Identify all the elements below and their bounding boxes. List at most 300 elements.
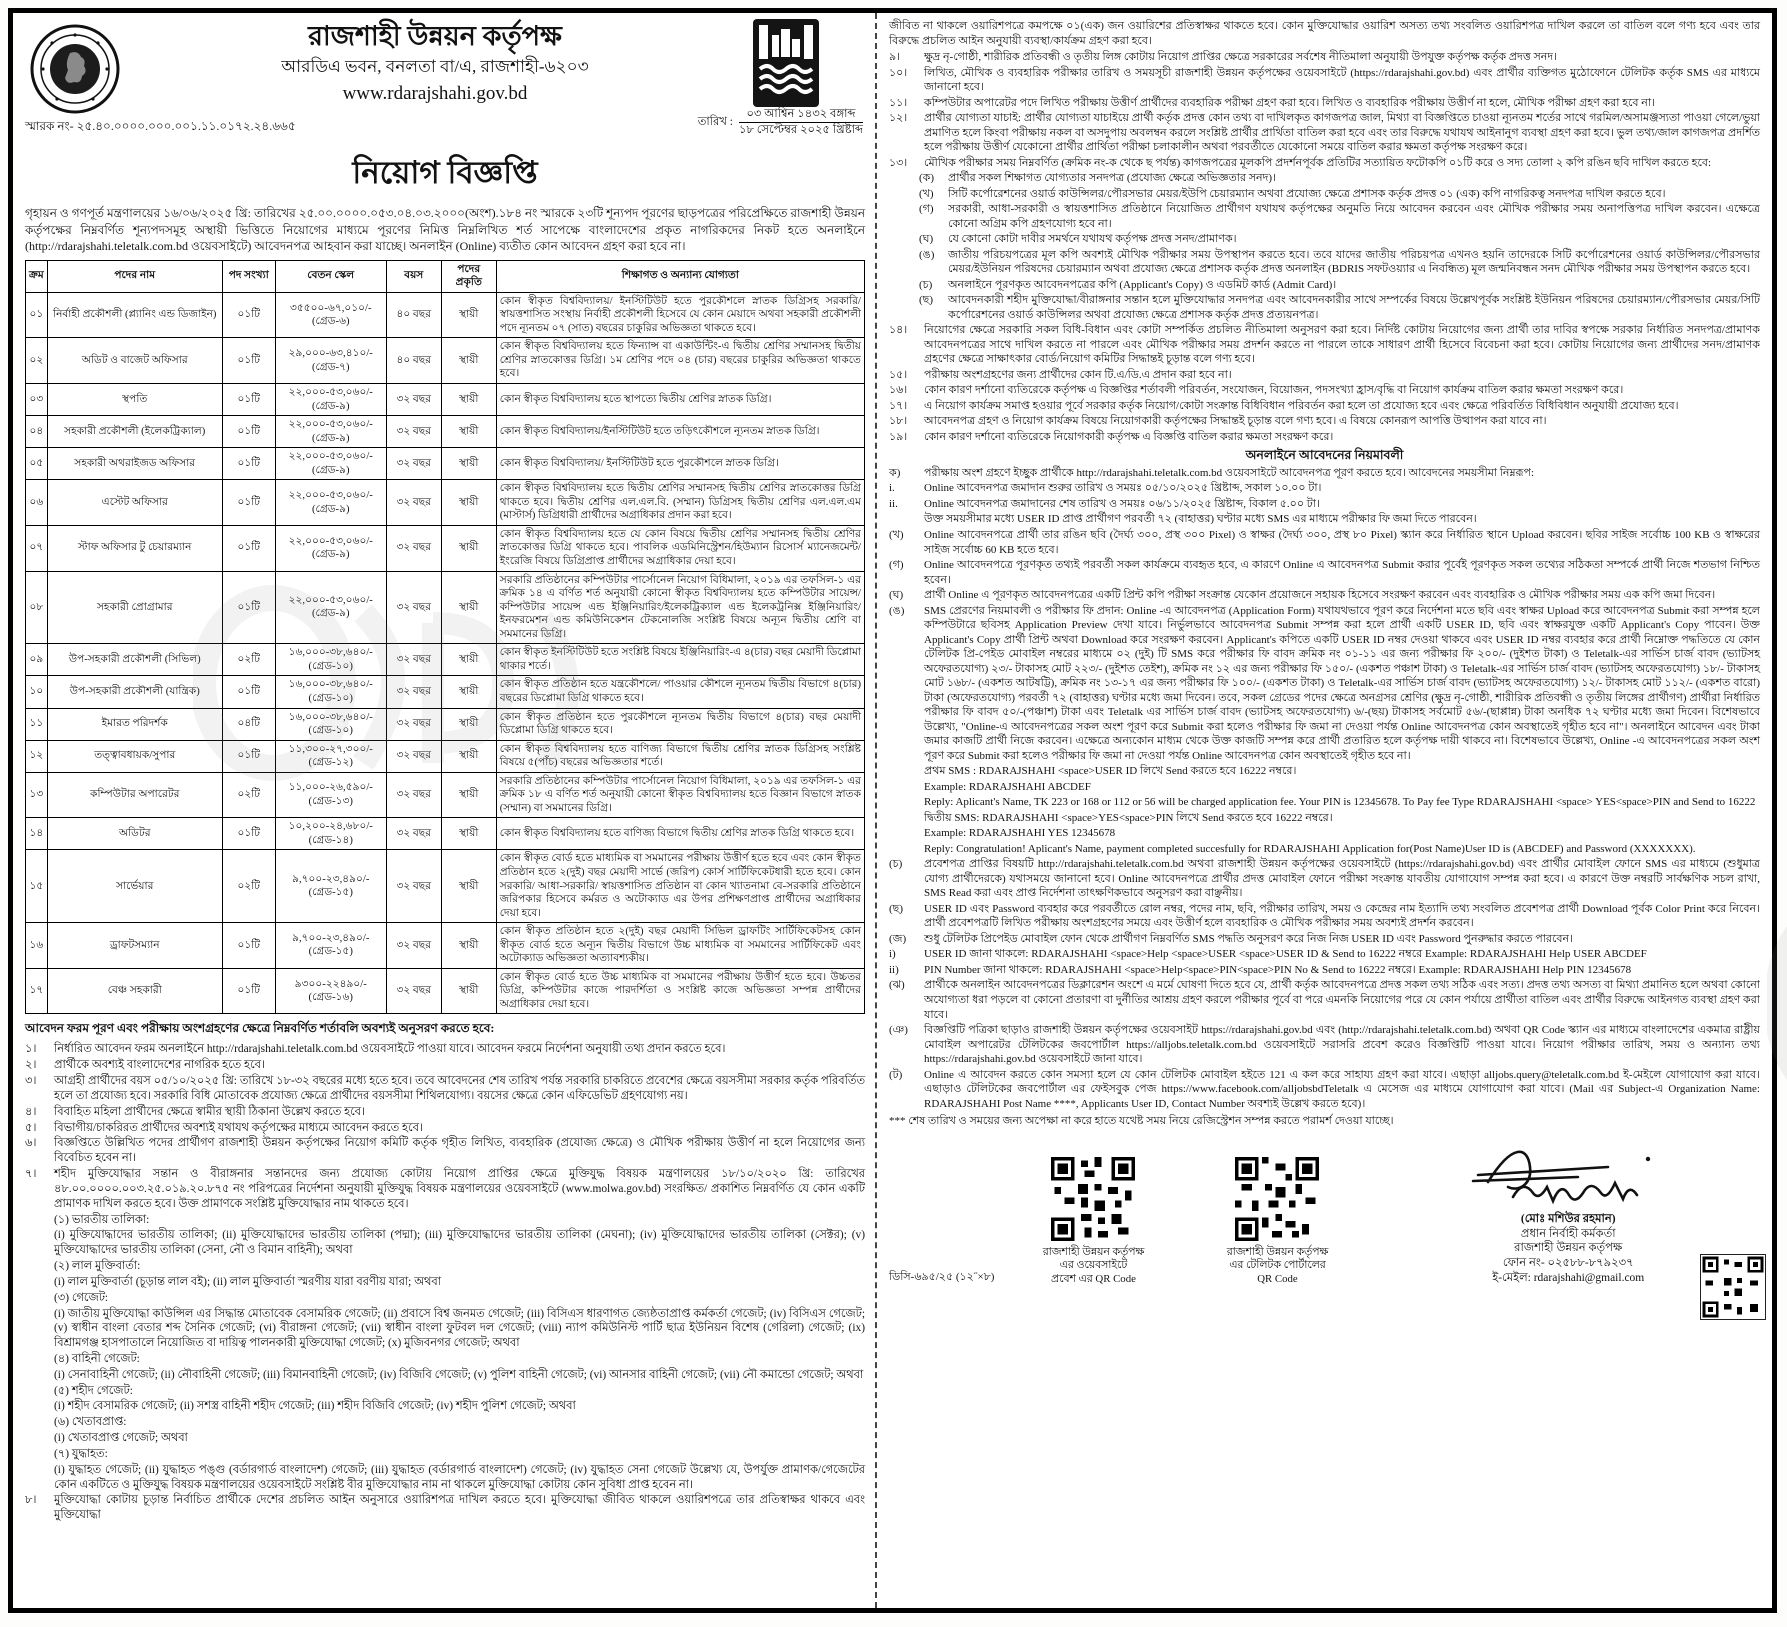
cell-qualification: কোন স্বীকৃত বিশ্ববিদ্যালয় হতে বাণিজ্য বিভাগে দ্বিতীয় শ্রেণির স্নাতক ডিগ্রি থাকতে হবে। <box>496 818 864 850</box>
condition-item <box>889 156 1760 171</box>
condition-item <box>25 1307 865 1351</box>
cell-serial: ১০ <box>26 676 48 708</box>
cell-pay-scale: ২২,০০০-৫৩,০৬০/- (গ্রেড-৯) <box>275 448 386 480</box>
instruction-text: দ্বিতীয় SMS: RDARAJSHAHI <space>YES<space>PIN লিখে Send করতে হবে 16222 নম্বরে। <box>924 811 1333 824</box>
instruction-number: ii) <box>889 963 899 976</box>
instruction-text: প্রার্থী Online এ পূরণকৃত আবেদনপত্রের একটি প্রিন্ট কপি পরীক্ষা সংক্রান্ত যেকোন প্রয়োজনে সহায়ক হিসেবে সংরক্ষণ করবেন এবং ব্যবহারিক ও মৌখিক পরীক্ষার সময় এক কপি জমা দিবেন। <box>924 589 1716 602</box>
cell-pay-scale: ২২,০০০-৫৩,০৬০/- (গ্রেড-৯) <box>275 384 386 416</box>
cell-age: ৩২ বছর <box>386 571 441 644</box>
checklist-letter: (গ) <box>919 203 934 216</box>
cell-age: ৩২ বছর <box>386 818 441 850</box>
condition-text: (i) যুদ্ধাহত গেজেট; (ii) যুদ্ধাহত পঙ্গু (বর্ডারগার্ড বাংলাদেশ) গেজেট; (iii) যুদ্ধাহত (বর্ডারগার্ড বাংলাদেশ) গেজেট; (iv) যুদ্ধাহত সেনা গেজেট উল্লেখ্য যে, উপর্যুক্ত প্রামাণক/গেজেটের কোন একটিতে ও মুক্তিযুদ্ধ বিষয়ক মন্ত্রণালয়ের ওয়েবসাইটে সংশ্লিষ্ট বীর মুক্তিযোদ্ধার নাম না থাকলে মুক্তিযোদ্ধা কোটায় কোন সুবিধা প্রাপ্ত হবেন না। <box>54 1463 865 1491</box>
condition-text: বিজ্ঞপ্তিতে উল্লিখিত পদের প্রার্থীগণ রাজশাহী উন্নয়ন কর্তৃপক্ষের নিয়োগ কমিটি কর্তৃক গৃহীত লিখিত, ব্যবহারিক (প্রযোজ্য ক্ষেত্রে) ও মৌখিক পরীক্ষায় উত্তীর্ণ না হলে নিয়োগের জন্য বিবেচিত হবেন না। <box>54 1137 865 1165</box>
cell-post-count: ০১টি <box>222 740 275 772</box>
cell-serial: ০২ <box>26 338 48 384</box>
condition-number <box>25 1275 49 1290</box>
cell-age: ৩২ বছর <box>386 448 441 480</box>
condition-number <box>25 1415 49 1430</box>
org-name: রাজশাহী উন্নয়ন কর্তৃপক্ষ <box>308 21 562 51</box>
qr-teletalk-block <box>1192 1157 1362 1286</box>
cell-post-count: ০১টি <box>222 338 275 384</box>
checklist-letter: (ছ) <box>919 294 933 307</box>
cell-qualification: কোন স্বীকৃত বিশ্ববিদ্যালয় হতে ফিন্যান্স বা একাউন্টিং-এ দ্বিতীয় শ্রেণির সম্মানসহ দ্বিতীয় শ্রেণির স্নাতকোত্তর ডিগ্রি। ১ম শ্রেণির পদে ০৪ (চার) বছরের চাকুরির অভিজ্ঞতা থাকতে হবে। <box>496 338 864 384</box>
instruction-number <box>889 842 919 857</box>
condition-number: ৮। <box>25 1494 37 1507</box>
signatory-title: প্রধান নির্বাহী কর্মকর্তা <box>1520 1227 1616 1240</box>
condition-number: ১২। <box>889 112 908 125</box>
condition-number <box>25 1399 49 1414</box>
condition-text: মৌখিক পরীক্ষার সময় নিম্নবর্ণিত (ক্রমিক নং-ক থেকে ছ পর্যন্ত) কাগজপত্রের মূলকপি প্রদর্শনপূর্বক প্রতিটির সত্যায়িত ফটোকপি ০১টি করে ও সদ্য তোলা ২ কপি রঙিন ছবি দাখিল করতে হবে: <box>924 156 1712 169</box>
col-post-count: পদ সংখ্যা <box>222 260 275 292</box>
instruction-text: উক্ত সময়সীমার মধ্যে USER ID প্রাপ্ত প্রার্থীগণ পরবর্তী ৭২ (বাহাত্তর) ঘণ্টার মধ্যে SMS এর মাধ্যমে পরীক্ষার ফি জমা দিতে পারবেন। <box>924 513 1477 526</box>
cell-post-count: ০৪টি <box>222 708 275 740</box>
condition-text: (i) লাল মুক্তিবার্তা (চূড়ান্ত লাল বই); (ii) লাল মুক্তিবার্তা স্মরণীয় যারা বরণীয় যারা; অথবা <box>54 1275 442 1288</box>
cell-pay-scale: ২২,০০০-৫৩,০৬০/- (গ্রেড-৯) <box>275 416 386 448</box>
cell-serial: ০১ <box>26 292 48 338</box>
condition-number: ৪। <box>25 1105 37 1118</box>
qr-caption: রাজশাহী উন্নয়ন কর্তৃপক্ষ <box>1226 1245 1329 1258</box>
cell-post-count: ০১টি <box>222 448 275 480</box>
condition-text: কোন কারণ দর্শানো ব্যতিরেকে নিয়োগকারী কর্তৃপক্ষ এ বিজ্ঞপ্তি বাতিল করার ক্ষমতা সংরক্ষণ করে। <box>924 430 1334 443</box>
cell-pay-scale: ৯,৭০০-২৩,৪৯০/- (গ্রেড-১৫) <box>275 850 386 923</box>
checklist-item <box>889 187 1760 202</box>
document-checklist <box>889 171 1760 322</box>
condition-number <box>25 1431 49 1446</box>
cell-nature: স্থায়ী <box>441 384 496 416</box>
instruction-number: (খ) <box>889 529 904 541</box>
condition-item <box>25 1105 865 1120</box>
instruction-item <box>889 947 1760 962</box>
instruction-item <box>889 932 1760 947</box>
table-row <box>26 740 865 772</box>
condition-item <box>25 1058 865 1073</box>
cell-nature: স্থায়ী <box>441 480 496 526</box>
cell-qualification: কোন স্বীকৃত প্রতিষ্ঠান হতে ২(দুই) বছর মেয়াদী সিভিল ড্রাফটিং সার্টিফিকেটসহ কোন স্বীকৃত বোর্ড হতে অন্যূন দ্বিতীয় বিভাগে উচ্চ মাধ্যমিক বা সমমানের সার্টিফিকেট এবং অটোক্যাড অভিজ্ঞতা অত্যাবশ্যকীয়। <box>496 923 864 969</box>
condition-number: ১৭। <box>889 399 908 412</box>
checklist-text: সরকারী, আধা-সরকারী ও স্বায়ত্তশাসিত প্রতিষ্ঠানে নিয়োজিত প্রার্থীগণ যথাযথ কর্তৃপক্ষের অনুমতি নিয়ে আবেদন করবেন এবং মৌখিক পরীক্ষার সময় অনাপত্তিপত্র দাখিল করবেন। এক্ষেত্রে কোনো অগ্রিম কপি গ্রহণযোগ্য হবে না। <box>948 203 1760 230</box>
condition-number: ১৪। <box>889 324 908 337</box>
condition-number: ১০। <box>889 66 908 79</box>
qr-caption: এর ওয়েবসাইটে <box>1059 1259 1128 1272</box>
right-column <box>875 13 1772 1608</box>
instruction-number: ii. <box>889 497 898 510</box>
condition-item <box>889 399 1760 414</box>
checklist-letter: (ঙ) <box>919 248 935 261</box>
instruction-number: (ছ) <box>889 902 903 915</box>
condition-item <box>25 1074 865 1104</box>
cell-post-name: স্টাফ অফিসার টু চেয়ারম্যান <box>47 525 222 571</box>
condition-item <box>25 1463 865 1493</box>
checklist-text: যে কোনো কোটা দাবীর সমর্থনে যথাযথ কর্তৃপক্ষ প্রদত্ত সনদ/প্রামাণক। <box>948 233 1237 246</box>
condition-number: ৩। <box>25 1075 37 1088</box>
condition-text: শহীদ মুক্তিযোদ্ধার সন্তান ও বীরাঙ্গনার সন্তানদের জন্য প্রযোজ্য কোটায় নিয়োগ প্রাপ্তির ক্ষেত্রে মুক্তিযুদ্ধ বিষয়ক মন্ত্রণালয়ের ১৮/১০/২০২০ খ্রি: তারিখের ৪৮.০০.০০০০.০০৩.২৫.০১৯.২০.৮৭৫ নং পরিপত্রের নির্দেশনা অনুযায়ী মুক্তিযুদ্ধ বিষয়ক মন্ত্রণালয়ের ওয়েবসাইটে (www.molwa.gov.bd) সংরক্ষিত/ প্রকাশিত নিম্নবর্ণিত যে কোন একটি প্রামাণক দাখিল করতে হবে। উক্ত প্রামাণকে সংশ্লিষ্ট মুক্তিযোদ্ধার নাম থাকতে হবে। <box>54 1168 865 1210</box>
cell-post-count: ০১টি <box>222 525 275 571</box>
instruction-text: USER ID জানা থাকলে: RDARAJSHAHI <space>Help <space>USER <space>USER ID & Send to 16222 নম্বরে Example: RDARAJSHAHI Help USER ABCDEF <box>924 948 1647 961</box>
cell-nature: স্থায়ী <box>441 571 496 644</box>
checklist-text: জাতীয় পরিচয়পত্রের মূল কপি অবশ্যই মৌখিক পরীক্ষার সময় উপস্থাপন করতে হবে। তবে যাদের জাতীয় পরিচয়পত্র এখনও হয়নি তাদেরকে সিটি কর্পোরেশনের ওয়ার্ড কাউন্সিলর/পৌরসভার মেয়র/ইউনিয়ন পরিষদের চেয়ারম্যান অথবা প্রযোজ্য ক্ষেত্রে প্রশাসক কর্তৃক প্রদত্ত অনলাইন (BDRIS সফটওয়্যার এ নিবন্ধিত) মূল জন্মনিবন্ধন সনদ মৌখিক পরীক্ষার সময় উপস্থাপন করতে হবে। <box>948 248 1760 276</box>
date-bangla: ০৩ আশ্বিন ১৪৩২ বঙ্গাব্দ <box>739 107 863 123</box>
government-seal-icon <box>29 23 121 115</box>
instruction-number: (চ) <box>889 858 903 871</box>
cell-serial: ০৬ <box>26 480 48 526</box>
cell-post-name: সহকারী প্রোগ্রামার <box>47 571 222 644</box>
cell-post-count: ০২টি <box>222 644 275 676</box>
cell-age: ৪০ বছর <box>386 338 441 384</box>
cell-post-name: উপ-সহকারী প্রকৌশলী (যান্ত্রিক) <box>47 676 222 708</box>
cell-pay-scale: ২২,০০০-৫৩,০৬০/- (গ্রেড-৯) <box>275 571 386 644</box>
continuation-paragraph: জীবিত না থাকলে ওয়ারিশপত্রে কমপক্ষে ০১(এক) জন ওয়ারিশের প্রতিস্বাক্ষর থাকতে হবে। কোন মুক্তিযোদ্ধার ওয়ারিশ অসত্য তথ্য সংবলিত ওয়ারিশপত্র দাখিল করলে তা বাতিল বলে গণ্য হবে এবং তার বিরুদ্ধে প্রচলিত আইন অনুযায়ী ব্যবস্থা/কার্যক্রম গ্রহণ করা হবে। <box>889 20 1760 47</box>
condition-text: (i) খেতাবপ্রাপ্ত গেজেট; অথবা <box>54 1432 188 1445</box>
checklist-item <box>889 202 1760 231</box>
cell-qualification: কোন স্বীকৃত বিশ্ববিদ্যালয় হতে দ্বিতীয় শ্রেণির সম্মানসহ দ্বিতীয় শ্রেণির স্নাতকোত্তর ডিগ্রি থাকতে হবে। দ্বিতীয় শ্রেণির এল.এল.বি. (সম্মান) ডিগ্রিসহ দ্বিতীয় শ্রেণির এল.এল.এম (মাস্টার্স) ডিগ্রিধারী প্রার্থীদের অগ্রাধিকার প্রদান করা হবে। <box>496 480 864 526</box>
cell-post-count: ০১টি <box>222 676 275 708</box>
condition-text: (i) জাতীয় মুক্তিযোদ্ধা কাউন্সিল এর সিদ্ধান্ত মোতাবেক বেসামরিক গেজেট; (ii) প্রবাসে বিশ্ব জনমত গেজেট; (iii) বিসিএস ধারণাগত জ্যেষ্ঠতাপ্রাপ্ত কর্মকর্তা গেজেট; (iv) বিসিএস গেজেট; (v) স্বাধীন বাংলা বেতার শব্দ সৈনিক গেজেট; (vi) বীরাঙ্গনা গেজেট; (vii) স্বাধীন বাংলা ফুটবল দল গেজেট; (viii) ন্যাপ কমিউনিস্ট পার্টি ছাত্র ইউনিয়ন বিশেষ (গেরিলা) গেজেট; (ix) বিশ্রামগঞ্জ হাসপাতালে নিয়োজিত বা দায়িত্ব পালনকারী মুক্তিযোদ্ধা গেজেট; (x) মুজিবনগর গেজেট; অথবা <box>54 1307 865 1350</box>
cell-post-name: নির্বাহী প্রকৌশলী (প্ল্যানিং এন্ড ডিজাইন) <box>47 292 222 338</box>
condition-number: ১১। <box>889 96 908 109</box>
condition-number <box>25 1213 49 1228</box>
cell-serial: ১৬ <box>26 923 48 969</box>
condition-number <box>25 1463 49 1493</box>
cell-qualification: কোন স্বীকৃত বিশ্ববিদ্যালয় হতে বাণিজ্য বিভাগে দ্বিতীয় শ্রেণির স্নাতক ডিগ্রিসহ সংশ্লিষ্ট বিষয়ে ৫(পাঁচ) বছরের অভিজ্ঞতার শর্তে। <box>496 740 864 772</box>
cell-post-count: ০১টি <box>222 416 275 448</box>
cell-serial: ১৩ <box>26 772 48 818</box>
table-row <box>26 850 865 923</box>
condition-item <box>889 66 1760 95</box>
cell-pay-scale: ১৬,০০০-৩৮,৬৪০/- (গ্রেড-১০) <box>275 676 386 708</box>
condition-item <box>25 1368 865 1383</box>
table-row <box>26 416 865 448</box>
condition-item <box>25 1415 865 1430</box>
cell-post-name: সার্ভেয়ার <box>47 850 222 923</box>
cell-serial: ১৭ <box>26 968 48 1014</box>
instruction-item <box>889 842 1760 857</box>
instruction-number: (ঘ) <box>889 589 904 602</box>
instruction-item <box>889 528 1760 557</box>
instruction-number: (ট) <box>889 1068 903 1081</box>
online-application-heading: অনলাইনে আবেদনের নিয়মাবলী <box>1245 448 1404 463</box>
condition-number: ১৮। <box>889 415 908 428</box>
condition-text: আবেদনপত্র গ্রহণ ও নিয়োগ কার্যক্রম বিষয়ে নিয়োগকারী কর্তৃপক্ষের সিদ্ধান্তই চূড়ান্ত বলে গণ্য হবে। এ বিষয়ে কোনরূপ আপত্তি উত্থাপন করা যাবে না। <box>924 415 1547 428</box>
condition-number: ৫। <box>25 1121 37 1134</box>
condition-item <box>25 1275 865 1290</box>
qr-website-block <box>1008 1157 1178 1286</box>
condition-text: মুক্তিযোদ্ধা কোটায় চূড়ান্ত নির্বাচিত প্রার্থীকে দেশের প্রচলিত আইন অনুসারে ওয়ারিশপত্র দাখিল করতে হবে। মুক্তিযোদ্ধা জীবিত থাকলে ওয়ারিশপত্রে তার প্রতিস্বাক্ষর থাকবে এবং মুক্তিযোদ্ধা <box>54 1494 865 1522</box>
condition-item <box>889 111 1760 155</box>
condition-number: ৬। <box>25 1137 37 1150</box>
cell-pay-scale: ১০,২০০-২৪,৬৮০/- (গ্রেড-১৪) <box>275 818 386 850</box>
table-row <box>26 968 865 1014</box>
condition-number <box>25 1291 49 1306</box>
checklist-text: সিটি কর্পোরেশনের ওয়ার্ড কাউন্সিলর/পৌরসভার মেয়র/ইউপি চেয়ারম্যান অথবা প্রযোজ্য ক্ষেত্রে প্রশাসক কর্তৃক প্রদত্ত ০১ (এক) কপি নাগরিকত্ব সনদপত্র দাখিল করতে হবে। <box>948 187 1666 200</box>
condition-text: (i) শহীদ বেসামরিক গেজেট; (ii) সশস্ত্র বাহিনী শহীদ গেজেট; (iii) শহীদ বিজিবি গেজেট; (iv) শহীদ পুলিশ গেজেট; অথবা <box>54 1400 576 1413</box>
table-row <box>26 708 865 740</box>
online-instructions-list <box>889 466 1760 1111</box>
instruction-item <box>889 963 1760 978</box>
condition-item <box>25 1136 865 1166</box>
cell-post-name: স্থপতি <box>47 384 222 416</box>
instruction-text: Online আবেদনপত্রে প্রার্থী তার রঙিন ছবি (দৈর্ঘ্য ৩০০, প্রস্থ ৩০০ Pixel) ও স্বাক্ষর (দৈর্ঘ্য ৩০০, প্রস্থ ৮০ Pixel) স্ক্যান করে নির্ধারিত স্থানে Upload করবেন। ছবির সাইজ সর্বোচ্চ 100 KB ও স্বাক্ষরের সাইজ সর্বোচ্চ 60 KB হতে হবে। <box>924 529 1760 556</box>
cell-pay-scale: ৯৩০০-২২৪৯০/- (গ্রেড-১৬) <box>275 968 386 1014</box>
instruction-number <box>889 795 919 810</box>
condition-number: ১৯। <box>889 430 908 443</box>
instruction-item <box>889 826 1760 841</box>
cell-nature: স্থায়ী <box>441 968 496 1014</box>
table-row <box>26 772 865 818</box>
cell-pay-scale: ৯,৭০০-২৩,৪৯০/- (গ্রেড-১৫) <box>275 923 386 969</box>
cell-serial: ১১ <box>26 708 48 740</box>
instruction-number: (জ) <box>889 932 907 945</box>
cell-age: ৩২ বছর <box>386 740 441 772</box>
condition-text: (i) মুক্তিযোদ্ধাদের ভারতীয় তালিকা; (ii) মুক্তিযোদ্ধাদের ভারতীয় তালিকা (পদ্মা); (iii) মুক্তিযোদ্ধাদের ভারতীয় তালিকা (মেঘনা); (iv) মুক্তিযোদ্ধাদের ভারতীয় তালিকা (সেক্টর); (v) মুক্তিযোদ্ধাদের ভারতীয় তালিকা (সেনা, নৌ ও বিমান বাহিনী); অথবা <box>54 1229 865 1257</box>
notice-frame <box>8 8 1777 1613</box>
cell-post-count: ০২টি <box>222 850 275 923</box>
qr-code-teletalk-icon <box>1235 1157 1319 1241</box>
table-row <box>26 480 865 526</box>
col-nature: পদের প্রকৃতি <box>441 260 496 292</box>
cell-serial: ০৫ <box>26 448 48 480</box>
cell-qualification: কোন স্বীকৃত বোর্ড হতে মাধ্যমিক বা সমমানের পরীক্ষায় উত্তীর্ণ হতে হবে এবং কোন স্বীকৃত প্রতিষ্ঠান হতে ২(দুই) বছর মেয়াদী সার্ভে (জরিপ) কোর্স সার্টিফিকেটধারী হতে হবে। কোন সরকারি/ আধা-সরকারি/ স্বায়ত্তশাসিত প্রতিষ্ঠান বা কোন খ্যাতনামা বে-সরকারি প্রতিষ্ঠানে জরিপকার হিসেবে কর্মরত ও অটোক্যাড এর উপর প্রশিক্ষণপ্রাপ্ত প্রার্থীদের অগ্রাধিকার দেয়া হবে। <box>496 850 864 923</box>
condition-number <box>25 1447 49 1462</box>
instruction-text: Example: RDARAJSHAHI YES 12345678 <box>924 827 1116 840</box>
qr-code-website-icon <box>1051 1157 1135 1241</box>
cell-age: ৩২ বছর <box>386 644 441 676</box>
cell-nature: স্থায়ী <box>441 525 496 571</box>
instruction-text: প্রথম SMS : RDARAJSHAHI <space>USER ID লিখে Send করতে হবে 16222 নম্বরে। <box>924 765 1297 778</box>
checklist-letter: (ক) <box>919 172 935 185</box>
condition-item <box>25 1042 865 1057</box>
col-qualification: শিক্ষাগত ও অন্যান্য যোগ্যতা <box>496 260 864 292</box>
instruction-text: USER ID এবং Password ব্যবহার করে পরবর্তীতে রোল নম্বর, পদের নাম, ছবি, পরীক্ষার তারিখ, সময় ও কেন্দ্রের নাম ইত্যাদি তথ্য সংবলিত প্রবেশপত্র প্রার্থী Download পূর্বক Color Print করে নিবেন। প্রার্থী প্রবেশপত্রটি লিখিত পরীক্ষায় অংশগ্রহণের সময়ে এবং উত্তীর্ণ হলে ব্যবহারিক ও মৌখিক পরীক্ষার সময় অবশ্যই প্রদর্শন করবেন। <box>924 902 1760 930</box>
letterhead <box>25 19 865 147</box>
condition-item <box>889 96 1760 111</box>
watermark <box>1767 873 1787 1133</box>
table-header-row <box>26 260 865 292</box>
condition-number <box>25 1352 49 1367</box>
condition-item <box>25 1399 865 1414</box>
instruction-number: (ঝ) <box>889 979 905 992</box>
condition-number <box>25 1307 49 1351</box>
condition-item <box>25 1384 865 1399</box>
instruction-text: Reply: Aplicant's Name, TK 223 or 168 or 112 or 56 will be charged application fee. Your PIN is 12345678. To Pay fee Type RDARAJSHAHI <space> YES<space>PIN and Send to 16222 <box>924 796 1756 809</box>
cell-pay-scale: ২২,০০০-৫৩,০৬০/- (গ্রেড-৯) <box>275 525 386 571</box>
condition-number: ১৫। <box>889 368 908 381</box>
condition-number: ২। <box>25 1059 37 1072</box>
condition-item <box>889 368 1760 383</box>
table-row <box>26 292 865 338</box>
condition-text: (৪) বাহিনী গেজেট: <box>54 1353 140 1365</box>
instruction-item <box>889 978 1760 1022</box>
cell-post-count: ০১টি <box>222 923 275 969</box>
condition-item <box>25 1228 865 1258</box>
cell-nature: স্থায়ী <box>441 338 496 384</box>
cell-nature: স্থায়ী <box>441 740 496 772</box>
condition-number: ১৬। <box>889 384 908 397</box>
condition-item <box>25 1447 865 1462</box>
condition-text: (৫) শহীদ গেজেট: <box>54 1384 133 1397</box>
cell-age: ৩২ বছর <box>386 772 441 818</box>
instruction-number: i. <box>889 482 895 495</box>
condition-item <box>25 1121 865 1136</box>
condition-text: লিখিত, মৌখিক ও ব্যবহারিক পরীক্ষার তারিখ ও সময়সূচী রাজশাহী উন্নয়ন কর্তৃপক্ষের ওয়েবসাইটে (https://rdarajshahi.gov.bd) এবং প্রার্থীর ব্যক্তিগত মুঠোফোনে টেলিটক কর্তৃক SMS এর মাধ্যমে জানানো হবে। <box>924 66 1760 94</box>
instruction-item <box>889 857 1760 901</box>
condition-text: (৭) যুদ্ধাহত: <box>54 1447 108 1460</box>
instruction-item <box>889 811 1760 826</box>
checklist-text: আবেদনকারী শহীদ মুক্তিযোদ্ধা/বীরাঙ্গনার সন্তান হলে মুক্তিযোদ্ধার সনদপত্র এবং আবেদনকারীর সাথে সম্পর্কের বিষয়ে উল্লেখপূর্বক সংশ্লিষ্ট ইউনিয়ন পরিষদের চেয়ারম্যান/পৌরসভার মেয়র/সিটি কর্পোরেশনের ওয়ার্ড কাউন্সিলর অথবা প্রযোজ্য ক্ষেত্রে প্রশাসক কর্তৃক প্রদত্ত প্রত্যয়নপত্র। <box>948 294 1760 321</box>
condition-text: প্রার্থীকে অবশ্যই বাংলাদেশের নাগরিক হতে হবে। <box>54 1059 266 1072</box>
conditions-list-9-13 <box>889 50 1760 170</box>
notice-title: নিয়োগ বিজ্ঞপ্তি <box>352 155 538 190</box>
checklist-letter: (ঘ) <box>919 233 934 246</box>
table-row <box>26 676 865 708</box>
condition-item <box>889 430 1760 445</box>
condition-number: ১৩। <box>889 156 908 169</box>
cell-serial: ১৫ <box>26 850 48 923</box>
cell-post-name: কম্পিউটার অপারেটর <box>47 772 222 818</box>
instruction-item <box>889 1068 1760 1112</box>
table-row <box>26 448 865 480</box>
condition-text: প্রার্থীর যোগ্যতা যাচাই: প্রার্থীর যোগ্যতা যাচাইয়ে প্রার্থী কর্তৃক প্রদত্ত কোন তথ্য বা দাখিলকৃত কাগজপত্র জাল, মিথ্যা বা বিজ্ঞপ্তিতে চাওয়া ন্যূনতম শর্তের সাথে গরমিল/অসামঞ্জস্যতা পাওয়া গেলে/ভুয়া প্রমাণিত হলে কিংবা পরীক্ষায় নকল বা অসদুপায় অবলম্বন করলে সংশ্লিষ্ট প্রার্থীর প্রার্থিতা বাতিল করা হবে এবং তার বিরুদ্ধে যথাযথ আইনানুগ ব্যবস্থা গ্রহণ করা হবে। ভুল তথ্য/জাল কাগজপত্র প্রদর্শিত হলে পরীক্ষায় উত্তীর্ণ যেকোনো প্রার্থীর প্রার্থিতা পরীক্ষা চলাকালীন অথবা পরবর্তীতে যেকোনো সময়ে বাতিল করার ক্ষমতা কর্তৃপক্ষ সংরক্ষণ করে। <box>924 112 1760 154</box>
cell-serial: ০৩ <box>26 384 48 416</box>
condition-text: ক্ষুদ্র নৃ-গোষ্ঠী, শারীরিক প্রতিবন্ধী ও তৃতীয় লিঙ্গ কোটায় নিয়োগ প্রাপ্তির ক্ষেত্রে সরকারের সর্বশেষ নীতিমালা অনুযায়ী উপযুক্ত কর্তৃপক্ষ কর্তৃক প্রদত্ত সনদ। <box>924 51 1557 64</box>
footer-strip <box>889 1137 1760 1287</box>
table-body <box>26 292 865 1014</box>
cell-age: ৩২ বছর <box>386 850 441 923</box>
instruction-item <box>889 1023 1760 1067</box>
cell-nature: স্থায়ী <box>441 850 496 923</box>
instruction-item <box>889 902 1760 931</box>
cell-post-count: ০১টি <box>222 384 275 416</box>
cell-serial: ০৭ <box>26 525 48 571</box>
table-row <box>26 818 865 850</box>
cell-nature: স্থায়ী <box>441 416 496 448</box>
table-row <box>26 644 865 676</box>
instruction-item <box>889 558 1760 587</box>
print-code: ডিসি-৬৯৫/২৫ (১২˝×৮) <box>889 1270 995 1283</box>
condition-item <box>25 1352 865 1367</box>
condition-item <box>25 1259 865 1274</box>
condition-number <box>25 1368 49 1383</box>
condition-text: কম্পিউটার অপারেটর পদে লিখিত পরীক্ষায় উত্তীর্ণ প্রার্থীদের ব্যবহারিক পরীক্ষা গ্রহণ করা হবে। লিখিত ও ব্যবহারিক পরীক্ষায় উত্তীর্ণ না হলে, মৌখিক পরীক্ষা গ্রহণ করা হবে না। <box>924 96 1655 109</box>
cell-pay-scale: ১১,৩০০-২৭,৩০০/- (গ্রেড-১২) <box>275 740 386 772</box>
condition-number <box>25 1384 49 1399</box>
cell-age: ৩২ বছর <box>386 480 441 526</box>
instruction-number: i) <box>889 948 896 961</box>
org-website: www.rdarajshahi.gov.bd <box>342 83 528 105</box>
instruction-number: (গ) <box>889 559 904 572</box>
condition-item <box>25 1291 865 1306</box>
instruction-item <box>889 780 1760 795</box>
condition-text: বিবাহিত মহিলা প্রার্থীদের ক্ষেত্রে স্বামীর স্থায়ী ঠিকানা উল্লেখ করতে হবে। <box>54 1105 366 1118</box>
date-block <box>698 107 863 138</box>
instruction-number <box>889 826 919 841</box>
condition-text: (৬) খেতাবপ্রাপ্ত: <box>54 1416 127 1429</box>
condition-text: এ নিয়োগ কার্যক্রম সমাপ্ত হওয়ার পূর্বে সরকার কর্তৃক নিয়োগ/কোটা সংক্রান্ত বিধিবিধান পরিবর্তন করা হলে তা প্রযোজ্য হবে এবং ক্ষেত্রে পরিবর্তিত বিধিবিধান অনুযায়ী প্রযোজ্য হবে। <box>924 399 1679 412</box>
final-advice-note: *** শেষ তারিখ ও সময়ের জন্য অপেক্ষা না করে হাতে যথেষ্ট সময় নিয়ে রেজিস্ট্রেশন সম্পন্ন করতে পরামর্শ দেওয়া যাচ্ছে। <box>889 1115 1394 1128</box>
cell-post-name: সহকারী প্রকৌশলী (ইলেকট্রিক্যাল) <box>47 416 222 448</box>
cell-qualification: কোন স্বীকৃত প্রতিষ্ঠান হতে পুরকৌশলে ন্যূনতম দ্বিতীয় বিভাগে ৪(চার) বছর মেয়াদী ডিপ্লোমা ডিগ্রি থাকতে হবে। <box>496 708 864 740</box>
cell-age: ৩২ বছর <box>386 676 441 708</box>
table-row <box>26 384 865 416</box>
signatory-org: রাজশাহী উন্নয়ন কর্তৃপক্ষ <box>1514 1242 1623 1255</box>
col-serial: ক্রম <box>26 260 48 292</box>
condition-number: ৯। <box>889 51 901 64</box>
cell-serial: ০৮ <box>26 571 48 644</box>
cell-post-name: এস্টেট অফিসার <box>47 480 222 526</box>
instruction-text: Online এ আবেদন করতে কোন সমস্যা হলে যে কোন টেলিটক মোবাইল হইতে 121 এ কল করে সাহায্য গ্রহণ করা যাবে। এছাড়া alljobs.query@teletalk.com.bd ই-মেইলে যোগাযোগ করা যাবে। এছাড়াও টেলিটকের জবপোর্টাল এর ফেইসবুক পেজ https://www.facebook.com/alljobsbdTeletalk এ মেসেজ এর মাধ্যমে যোগাযোগ করা যাবে। (Mail এর Subject-এ Organization Name: RDARAJSHAHI Post Name ****, Applicants User ID, Contact Number অবশ্যই উল্লেখ করতে হবে)। <box>924 1068 1760 1110</box>
instruction-text: বিজ্ঞপ্তিটি পত্রিকা ছাড়াও রাজশাহী উন্নয়ন কর্তৃপক্ষের ওয়েবসাইট https://rdarajshahi.gov.bd এবং (http://rdarajshahi.teletalk.com.bd) অথবা QR Code স্ক্যান এর মাধ্যমে বাংলাদেশের একমাত্র রাষ্ট্রীয় মোবাইল অপারেটর টেলিটকের জবপোর্টাল https://alljobs.teletalk.com.bd ওয়েবসাইটে সরাসরি প্রবেশ করেও বিজ্ঞপ্তিটি পাওয়া যাবে। নিয়োগ পরীক্ষার তারিখ, সময় ও অন্যান্য তথ্য https://rdarajshahi.gov.bd ওয়েবসাইটে জানা যাবে। <box>924 1024 1760 1066</box>
instruction-text: Example: RDARAJSHAHI ABCDEF <box>924 780 1091 793</box>
qr-caption: প্রবেশ এর QR Code <box>1051 1272 1136 1285</box>
condition-text: বিভাগীয়/চাকরিরত প্রার্থীদের অবশ্যই যথাযথ কর্তৃপক্ষের মাধ্যমে আবেদন করতে হবে। <box>54 1121 423 1134</box>
cell-post-name: ইমারত পরিদর্শক <box>47 708 222 740</box>
instruction-number <box>889 512 919 527</box>
condition-text: নির্ধারিত আবেদন ফরম অনলাইনে http://rdarajshahi.teletalk.com.bd ওয়েবসাইটে পাওয়া যাবে। আবেদন ফরমে নির্দেশনা অনুযায়ী তথ্য প্রদান করতে হবে। <box>54 1043 726 1056</box>
instruction-text: SMS প্রেরণের নিয়মাবলী ও পরীক্ষার ফি প্রদান: Online -এ আবেদনপত্র (Application Form) যথাযথভাবে পূরণ করে নির্দেশনা মতে ছবি এবং স্বাক্ষর Upload করে আবেদনপত্র Submit করা সম্পন্ন হলে কম্পিউটারে ছবিসহ Application Preview দেখা যাবে। নির্ভুলভাবে আবেদনপত্র Submit সম্পন্ন করা হলে প্রার্থী একটি USER ID, ছবি এবং স্বাক্ষরযুক্ত একটি Applicant's Copy পাবেন। উক্ত Applicant's Copy প্রার্থী প্রিন্ট অথবা Download করে সংরক্ষণ করবেন। Applicant's কপিতে একটি USER ID নম্বর দেওয়া থাকবে এবং USER ID নম্বর ব্যবহার করে প্রার্থী নিম্নোক্ত পদ্ধতিতে যে কোন টেলিটক প্রি-পেইড মোবাইল নম্বরের মাধ্যমে ০২ (দুই) টি SMS করে পরীক্ষার ফি বাবদ ক্রমিক নং ০১-১১ এর জন্য পরীক্ষার ফি ২০০/- (দুইশত টাকা) ও Teletalk-এর সার্ভিস চার্জ বাবদ (ভ্যাটসহ অফেরতযোগ্য) ২৩/- টাকাসহ মোট ২২৩/- (দুইশত তেইশ), ক্রমিক নং ১২ এর জন্য পরীক্ষার ফি ১৫০/- (একশত পঞ্চাশ টাকা) ও Teletalk-এর সার্ভিস চার্জ বাবদ (ভ্যাটসহ অফেরতযোগ্য) ১৮/- টাকাসহ মোট ১৬৮/- (একশত আটষট্টি), ক্রমিক নং ১৩-১৭ এর জন্য পরীক্ষার ফি ১০০/- (একশত টাকা) ও Teletalk-এর সার্ভিস চার্জ বাবদ (ভ্যাটসহ অফেরতযোগ্য) ১২/- টাকাসহ মোট ১১২/- (একশত বারো) টাকা (অফেরতযোগ্য) পরবর্তী ৭২ (বাহাত্তর) ঘণ্টার মধ্যে জমা দিবেন। তবে, সকল গ্রেডের পদের ক্ষেত্রে অনগ্রসর শ্রেণির (ক্ষুদ্র নৃ-গোষ্ঠী, শারীরিক প্রতিবন্ধী ও তৃতীয় লিঙ্গের প্রার্থীগণ) প্রার্থীরা নির্ধারিত পরীক্ষার ফি বাবদ ৫০/-(পঞ্চাশ) টাকা এবং Teletalk এর সার্ভিস চার্জ বাবদ (ভ্যাটসহ অফেরতযোগ্য) ৬/-(ছয়) টাকাসহ সর্বমোট ৫৬/-(ছাপ্পান্ন) টাকা অনধিক ৭২ ঘণ্টার মধ্যে জমা দিবেন। বিশেষভাবে উল্লেখ্য, "Online-এ আবেদনপত্রের সকল অংশ পূরণ করে Submit করা হলেও পরীক্ষার ফি জমা না দেওয়া পর্যন্ত Online আবেদনপত্র কোন অবস্থাতেই গৃহীত হবে না"। অনলাইনে আবেদন এবং টাকা জমার কাজটি প্রার্থী নিজে করবেন। এক্ষেত্রে অন্যকোন মাধ্যম থেকে উক্ত কাজটি সম্পন্ন করে প্রার্থী প্রতারিত হলে কর্তৃপক্ষ দায়ী থাকবে না। বিশেষভাবে উল্লেখ্য, Online -এ আবেদনপত্রের সকল অংশ পূরণ করে Submit করা হলেও পরীক্ষার ফি জমা না দেওয়া পর্যন্ত Online আবেদনপত্র কোন অবস্থাতেই গৃহীত হবে না। <box>924 604 1760 762</box>
qr-caption: এর টেলিটক পোর্টালের <box>1229 1259 1326 1272</box>
instruction-text: Reply: Congratulation! Aplicant's Name, payment completed succesfully for RDARAJSHAHI Application for(Post Name)User ID is (ABCDEF) and Password (XXXXXXX). <box>924 842 1696 855</box>
instruction-text: পরীক্ষায় অংশ গ্রহণে ইচ্ছুক প্রার্থীকে http://rdarajshahi.teletalk.com.bd ওয়েবসাইটে আবেদনপত্র পূরণ করতে হবে। আবেদনের সময়সীমা নিম্নরূপ: <box>924 466 1535 479</box>
instruction-item <box>889 764 1760 779</box>
cell-nature: স্থায়ী <box>441 818 496 850</box>
qr-caption: QR Code <box>1257 1272 1298 1285</box>
cell-qualification: কোন স্বীকৃত বিশ্ববিদ্যালয় হতে স্থাপত্যে দ্বিতীয় শ্রেণির স্নাতক ডিগ্রি। <box>496 384 864 416</box>
condition-text: (৩) গেজেট: <box>54 1291 109 1304</box>
memo-number: স্মারক নং- ২৫.৪০.০০০০.০০০.০০১.১১.০১৭২.২৪.৬৬৫ <box>25 118 296 133</box>
signature-icon <box>1458 1137 1678 1207</box>
qr-code-inline-icon <box>1700 1254 1766 1320</box>
col-pay-scale: বেতন স্কেল <box>275 260 386 292</box>
cell-nature: স্থায়ী <box>441 923 496 969</box>
col-post-name: পদের নাম <box>47 260 222 292</box>
instruction-item <box>889 512 1760 527</box>
condition-item <box>25 1431 865 1446</box>
instruction-number <box>889 780 919 795</box>
signatory-email: ই-মেইল: rdarajshahi@gmail.com <box>1492 1272 1645 1285</box>
checklist-item <box>889 248 1760 277</box>
instruction-number <box>889 764 919 779</box>
condition-number <box>25 1259 49 1274</box>
cell-serial: ০৪ <box>26 416 48 448</box>
cell-pay-scale: ২৯,০০০-৬৩,৪১০/- (গ্রেড-৭) <box>275 338 386 384</box>
signatory-phone: ফোন নং- ০২৫৮৮-৮৭৯২৩৭ <box>1502 1257 1634 1270</box>
cell-qualification: সরকারি প্রতিষ্ঠানের কম্পিউটার পার্সোনেল নিয়োগ বিধিমালা, ২০১৯ এর তফসিল-১ এর ক্রমিক ১৪ এ বর্ণিত শর্ত অনুযায়ী কোনো স্বীকৃত বিশ্ববিদ্যালয় হতে কম্পিউটার সায়েন্স/কম্পিউটার সায়েন্স এন্ড ইঞ্জিনিয়ারিং/ইলেকট্রিক্যাল এন্ড ইলেকট্রনিক্স ইঞ্জিনিয়ারিং/ ইনফরমেশন এন্ড কমিউনিকেশন টেকনোলজি সংশ্লিষ্ট বিষয়ে অন্যূন দ্বিতীয় শ্রেণি বা সমমানের ডিগ্রি। <box>496 571 864 644</box>
instruction-item <box>889 466 1760 481</box>
cell-age: ৩২ বছর <box>386 525 441 571</box>
cell-post-count: ০১টি <box>222 818 275 850</box>
condition-text: আগ্রহী প্রার্থীদের বয়স ০৫/১০/২০২৫ খ্রি: তারিখে ১৮-৩২ বছরের মধ্যে হতে হবে। তবে আবেদনের শেষ তারিখ পর্যন্ত সরকারি চাকরিতে প্রবেশের ক্ষেত্রে বয়সসীমা সরকার কর্তৃক পরিবর্তিত হলে তা প্রযোজ্য হবে। সরকারি বিধি মোতাবেক প্রযোজ্য ক্ষেত্রে প্রার্থীদের বয়সসীমা শিথিলযোগ্য। বয়সের ক্ষেত্রে কোন এফিডেভিট গ্রহণযোগ্য নয়। <box>54 1075 865 1102</box>
cell-qualification: কোন স্বীকৃত বিশ্ববিদ্যালয়/ইনস্টিটিউট হতে তড়িৎকৌশলে ন্যূনতম স্নাতক ডিগ্রি। <box>496 416 864 448</box>
cell-post-count: ০১টি <box>222 292 275 338</box>
instruction-number: ক) <box>889 466 901 479</box>
condition-text: পরীক্ষায় অংশগ্রহণের জন্য প্রার্থীদের কোন টি.এ/ডি.এ প্রদান করা হবে না। <box>924 368 1232 381</box>
cell-nature: স্থায়ী <box>441 772 496 818</box>
cell-post-count: ০২টি <box>222 772 275 818</box>
cell-age: ৩২ বছর <box>386 923 441 969</box>
cell-post-name: উপ-সহকারী প্রকৌশলী (সিভিল) <box>47 644 222 676</box>
instruction-item <box>889 497 1760 512</box>
instruction-text: শুধু টেলিটক প্রিপেইড মোবাইল ফোন থেকে প্রার্থীগণ নিম্নবর্ণিত SMS পদ্ধতি অনুসরণ করে নিজ নিজ USER ID এবং Password পুনরুদ্ধার করতে পারবেন। <box>924 932 1573 945</box>
condition-text: (i) সেনাবাহিনী গেজেট; (ii) নৌবাহিনী গেজেট; (iii) বিমানবাহিনী গেজেট; (iv) বিজিবি গেজেট; (v) পুলিশ বাহিনী গেজেট; (vi) আনসার বাহিনী গেজেট; (vii) নৌ কমান্ডো গেজেট; অথবা <box>54 1368 864 1381</box>
cell-post-name: সহকারী অথরাইজড অফিসার <box>47 448 222 480</box>
checklist-text: প্রার্থীর সকল শিক্ষাগত যোগ্যতার সনদপত্র (প্রযোজ্য ক্ষেত্রে অভিজ্ঞতার সনদ)। <box>948 172 1276 185</box>
cell-post-count: ০১টি <box>222 571 275 644</box>
condition-text: (২) লাল মুক্তিবার্তা: <box>54 1260 141 1273</box>
instruction-item <box>889 481 1760 496</box>
checklist-item <box>889 171 1760 186</box>
instruction-text: প্রার্থীকে অনলাইন আবেদনপত্রের ডিক্লারেশন অংশে এ মর্মে ঘোষণা দিতে হবে যে, প্রার্থী কর্তৃক আবেদনপত্রে প্রদত্ত সকল তথ্য সঠিক এবং সত্য। প্রদত্ত তথ্য অসত্য বা মিথ্যা প্রমানিত হলে অথবা কোনো অযোগ্যতা ধরা পড়লে বা কোনো প্রতারণা বা দুর্নীতির আশ্রয় গ্রহণ করলে পরীক্ষার পূর্বে বা পরে এমনকি নিয়োগের পরে যে কোন পর্যায়ে প্রার্থীতা বাতিল এবং প্রার্থীর বিরুদ্ধে আইনগত ব্যবস্থা গ্রহণ করা যাবে। <box>924 979 1760 1021</box>
instruction-item <box>889 795 1760 810</box>
cell-nature: স্থায়ী <box>441 292 496 338</box>
